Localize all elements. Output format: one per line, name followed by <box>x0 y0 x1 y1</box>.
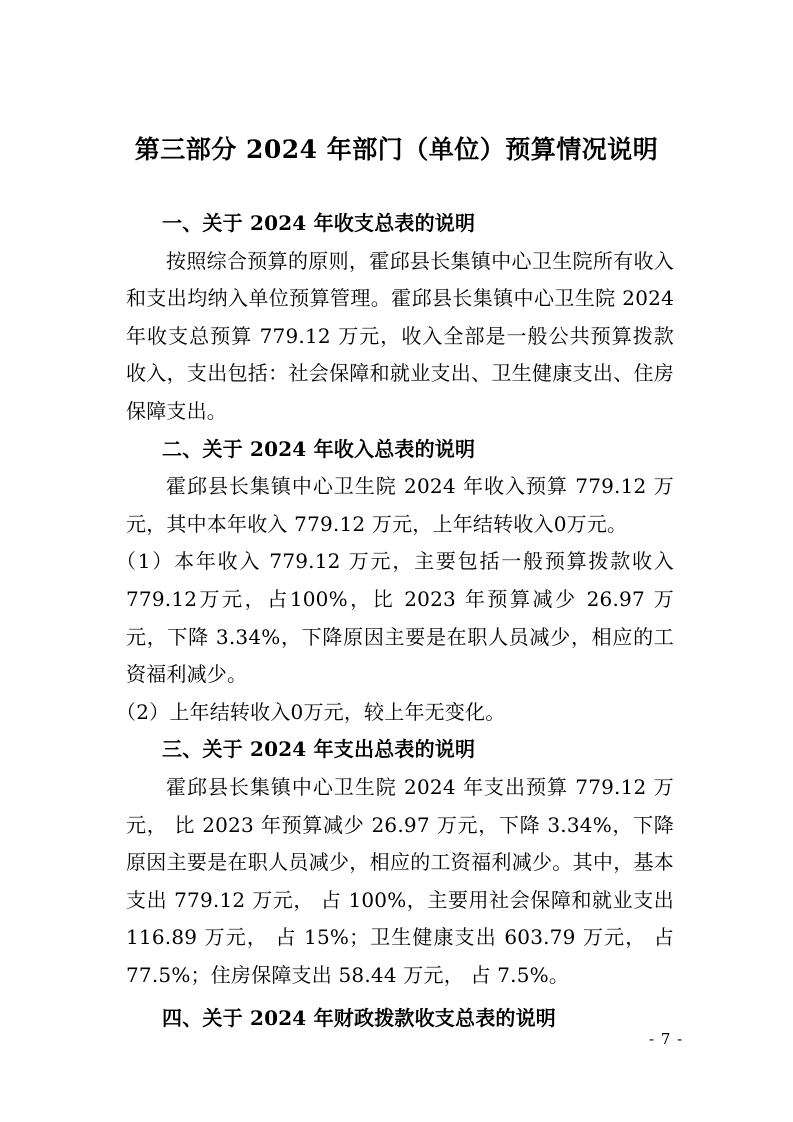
section-2-paragraph-2: （1）本年收入 779.12 万元，主要包括一般预算拨款收入 779.12万元，占100%，比 2023 年预算减少 26.97 万元，下降 3.34%，下降原因主要是在职人员减少，相应的工资福利减少。 <box>116 549 674 687</box>
section-heading-3: 三、关于 2024 年支出总表的说明 <box>162 737 476 762</box>
section-3-paragraph-1: 霍邱县长集镇中心卫生院 2024 年支出预算 779.12 万元， 比 2023 年预算减少 26.97 万元，下降 3.34%，下降原因主要是在职人员减少，相应的工资福利减少。其中，基本支出 779.12 万元， 占 100%，主要用社会保障和就业支出 116.89 万元， 占 15%；卫生健康支出 603.79 万元， 占 77.5%；住房保障支出 58.44 万元， 占 7.5%。 <box>126 774 674 987</box>
section-1-paragraph-1: 按照综合预算的原则，霍邱县长集镇中心卫生院所有收入和支出均纳入单位预算管理。霍邱县长集镇中心卫生院 2024 年收支总预算 779.12 万元，收入全部是一般公共预算拨款收入，支出包括：社会保障和就业支出、卫生健康支出、住房保障支出。 <box>126 248 674 423</box>
section-2-paragraph-1: 霍邱县长集镇中心卫生院 2024 年收入预算 779.12 万元，其中本年收入 779.12 万元，上年结转收入0万元。 <box>126 474 674 536</box>
page-number: - 7 - <box>649 1030 684 1048</box>
page-title: 第三部分 2024 年部门（单位）预算情况说明 <box>134 135 659 164</box>
section-heading-2: 二、关于 2024 年收入总表的说明 <box>162 436 476 461</box>
document-body <box>116 205 674 1038</box>
section-heading-1: 一、关于 2024 年收支总表的说明 <box>162 211 476 235</box>
section-2-paragraph-3: （2）上年结转收入0万元，较上年无变化。 <box>116 699 506 724</box>
section-heading-4: 四、关于 2024 年财政拨款收支总表的说明 <box>162 1006 556 1031</box>
